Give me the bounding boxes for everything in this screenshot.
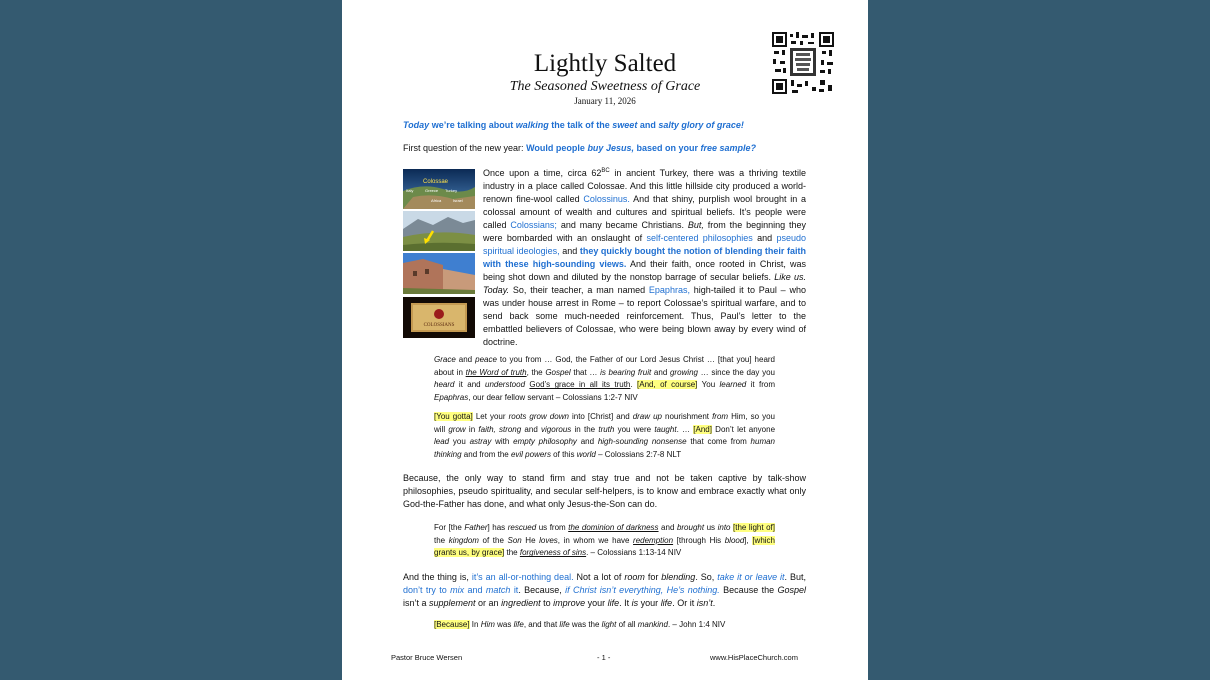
q1-heard: heard [434,380,455,390]
q3-t11: [through His [673,535,725,545]
intro-line [403,119,813,132]
footer-author: Pastor Bruce Wersen [391,653,463,662]
q2-astray: astray [469,437,492,447]
q1-t4: that … [570,367,601,377]
q1-of-course: [And, of course] [637,380,698,390]
q3-t7: the [434,535,449,545]
q2-truth: truth [598,424,615,434]
q2-taught: taught [654,424,677,434]
document-page [342,0,868,680]
story-bought: they quickly bought the notion of blending their faith with these high-sounding views. [483,246,807,269]
q3-father: Father [464,523,488,532]
q2-lead: lead [434,437,450,447]
th-is: is [631,598,639,608]
story-text-1: Once upon a time, circa 62 [483,168,602,178]
q2-t16: of this [550,449,577,459]
q2-high: high-sounding nonsense [597,437,687,447]
th-t5: . But, [784,572,807,582]
story-epaphras: Epaphras, [648,285,690,295]
map-place-turkey: Turkey [445,188,458,193]
document-date: January 11, 2026 [574,96,636,106]
story-like-us: Like us. Today. [483,272,806,295]
th-and: and [467,585,483,595]
q2-t10: Don’t let anyone [711,424,776,434]
because-paragraph: Because, the only way to stand firm and stay true and not be taken captive by talk-show philosophies, pseudo spirituality, and secular self-helpers, is to know and embrace exactly what only God-the-Father has done, and what only Jesus-the-Son can do. [403,473,806,509]
question-q1: Would people [526,143,585,153]
th-t12: . It [619,598,632,608]
q1-word: the Word of truth [465,367,527,377]
q4-t3: , and that [523,620,560,629]
q1-t10: You [697,380,720,390]
question-q2: buy Jesus, [587,143,634,153]
q4-mankind: mankind [637,620,668,629]
th-improve: improve [553,598,586,608]
q1-t3: , the [526,367,546,377]
th-match: match [485,585,511,595]
q2-t2: into [Christ] and [568,412,633,421]
q3-son: Son [507,535,522,545]
q4-him: Him [480,620,495,629]
colossians-book-image [403,297,475,338]
intro-talk: the talk [551,120,583,130]
q2-roots: roots grow down [508,412,569,421]
q1-peace: peace [475,355,497,364]
th-take-it: take it or leave it [717,572,785,582]
q1-t12: , our dear fellow servant – Colossians 1:2-7 NIV [468,392,638,402]
q3-t1: For [the [434,523,465,532]
q2-t9: . … [676,424,694,434]
story-text-7: So, their teacher, a man named [509,285,649,295]
q4-t1: In [469,620,481,629]
q2-world: world [576,449,596,459]
q1-t1: and [455,355,476,364]
question-lead: First question of the new year: [403,143,524,153]
q2-t13: and [576,437,598,447]
q2-t12: with [491,437,514,447]
q1-growing: growing [669,367,698,377]
map-place-africa: Africa [431,198,442,203]
q3-loves: loves [539,535,558,545]
q3-t13: the [504,548,520,558]
q2-faith: faith, strong [478,424,522,434]
q1-learned: learned [719,380,747,390]
q3-t4: and [658,523,677,532]
q2-t15: and from the [461,449,511,459]
q3-t14: . – Colossians 1:13-14 NIV [586,548,682,558]
story-but: But, [687,220,704,230]
q3-t2: ] has [487,523,508,532]
q4-because: [Because] [434,620,470,629]
q1-understood: understood [485,380,526,390]
th-room: room [624,572,645,582]
th-dont-try: don’t try to [403,585,447,595]
intro-of: of the [585,120,610,130]
q2-vigorous: vigorous [541,424,572,434]
story-and-2: and [559,246,580,256]
q3-light: [the light of] [733,523,775,532]
q2-empty: empty philosophy [513,437,577,447]
th-if-christ: if Christ isn’t everything, He’s nothing. [565,585,720,595]
q2-t17: – Colossians 2:7-8 NLT [595,449,682,459]
q3-grants: [which grants us, by grace] [434,535,776,558]
th-t4: . So, [695,572,718,582]
story-text-3: And that shiny, purplish wool brought in a colossal amount of wealth and cultures and spiritual beliefs. It’s people were called [483,194,807,230]
q2-gotta: [You gotta] [434,412,473,421]
q1-t2: to you from … God, the Father of our Lord Jesus Christ … [that you] heard about in [434,355,776,377]
scripture-quote-2 [434,411,775,461]
question-q3: based on your [636,143,698,153]
th-t1: And the thing is, [403,572,472,582]
map-place-italy: Italy [406,188,414,193]
q1-bearing: is bearing fruit [600,367,652,377]
intro-sweet: sweet [612,120,638,130]
story-sup: BC [601,168,610,174]
th-t15: . [712,598,716,608]
q3-t9: He [521,535,540,545]
q4-t2: was [494,620,514,629]
book-label: COLOSSIANS [423,323,455,328]
q3-forgiveness: forgiveness of sins [519,548,587,558]
q2-t6: and [521,424,542,434]
q3-rescued: rescued [507,523,537,532]
story-paragraph [483,165,806,349]
q2-t3: nourishment [661,412,713,421]
q2-t8: you were [614,424,655,434]
document-title: Lightly Salted [533,50,677,77]
q3-kingdom: kingdom [448,535,479,545]
q2-evil: evil powers [510,449,551,459]
q3-brought: brought [676,523,705,532]
th-life-1: life [607,598,620,608]
th-it: it [513,585,519,595]
th-t9: or an [475,598,502,608]
th-supplement: supplement [429,598,476,608]
ruins-image [403,253,475,294]
map-place-israel: Israel [453,198,463,203]
story-text-2: in ancient Turkey, there was a thriving textile industry in a place called Colossae. And this little hillside city produced a world-renown fine-wool called [483,168,807,204]
q3-redemption: redemption [633,535,674,545]
q4-life: life [513,620,524,629]
scripture-quote-1 [434,354,775,404]
q3-t5: us [704,523,718,532]
story-and-1: and [752,233,777,243]
question-q4: free sample? [700,143,757,153]
q1-t6: … since the day you [697,367,775,377]
th-blending: blending [661,572,696,582]
q1-t7: it and [454,380,485,390]
q3-blood: blood [724,535,745,545]
story-text-4: and many became Christians. [556,220,688,230]
thing-paragraph [403,571,806,610]
th-mix: mix [450,585,465,595]
q1-t11: it from [746,380,775,390]
q3-t10: , in whom we have [557,535,634,545]
q3-into: into [717,523,731,532]
th-t6: . Because, [518,585,566,595]
th-gospel: Gospel [777,585,806,595]
th-t3: for [644,572,662,582]
q4-light: light [601,620,617,629]
q1-gods-grace: God’s grace in all its truth [529,380,631,390]
q3-t12: ], [744,535,753,545]
q2-t4: Him, so you will [434,412,775,434]
q3-t3: us from [536,523,569,532]
story-colossians: Colossians; [510,220,557,230]
q2-grow: grow [448,424,466,434]
story-colossinus: Colossinus. [583,194,630,204]
q1-grace: Grace [434,355,456,364]
q1-t5: and [651,367,670,377]
intro-glory: salty glory of grace! [658,120,744,130]
q4-t6: . – John 1:4 NIV [667,620,726,629]
q2-from: from [712,412,729,421]
scripture-quote-4 [434,619,775,632]
th-ingredient: ingredient [501,598,541,608]
document-subtitle: The Seasoned Sweetness of Grace [509,79,701,94]
q2-t14: that come from [686,437,751,447]
th-t14: . Or it [672,598,697,608]
th-t10: to [540,598,554,608]
intro-today: Today [403,120,430,130]
q4-life-2: life [559,620,570,629]
hillside-image [403,211,475,251]
q2-t5: in [465,424,479,434]
th-t8: isn’t a [403,598,430,608]
map-image [403,169,475,209]
q3-dominion: the dominion of darkness [568,523,659,532]
th-t7: Because the [719,585,778,595]
q2-human: human thinking [434,437,776,459]
story-text-6: And their faith, once rooted in Christ, was being shot down and diluted by the nonstop barrage of secular beliefs. [483,259,806,282]
story-pseudo: pseudo spiritual ideologies, [483,233,806,256]
q2-t11: you [449,437,470,447]
intro-walking: walking [515,120,549,130]
th-t11: your [585,598,608,608]
intro-text: we’re talking about [431,120,514,130]
q2-t7: in the [571,424,599,434]
th-t2: Not a lot of [573,572,625,582]
map-place-greece: Greece [425,188,439,193]
q2-draw: draw up [632,412,662,421]
footer-website[interactable]: www.HisPlaceChurch.com [710,653,798,662]
q4-t5: of all [616,620,638,629]
th-life-2: life [660,598,673,608]
story-self-centered: self-centered philosophies [646,233,753,243]
question-line [403,142,833,155]
q4-t4: was the [569,620,602,629]
th-isnt: isn’t [696,598,713,608]
q1-t9: . [630,380,638,390]
th-t13: your [638,598,661,608]
story-text-8: high-tailed it to Paul – who was under house arrest in Rome – to report Colossae’s spiritual warfare, and to send back some much-needed reinforcement. Thus, Paul’s letter to the embattled believers of Colossae, who were being blown away by every wind of doctrine. [483,285,806,347]
q1-epaphras: Epaphras [434,392,469,402]
map-label: Colossae [423,179,449,185]
q2-and: [And] [693,424,712,434]
footer-page-number: - 1 - [597,653,611,662]
story-text-5: from the beginning they were bombarded with an onslaught of [483,220,807,243]
scripture-quote-3 [434,522,775,560]
th-all-or-nothing: it’s an all-or-nothing deal. [471,572,574,582]
intro-and: and [639,120,656,130]
q3-t8: of the [478,535,508,545]
q1-gospel: Gospel [545,367,571,377]
q2-t1: Let your [472,412,509,421]
